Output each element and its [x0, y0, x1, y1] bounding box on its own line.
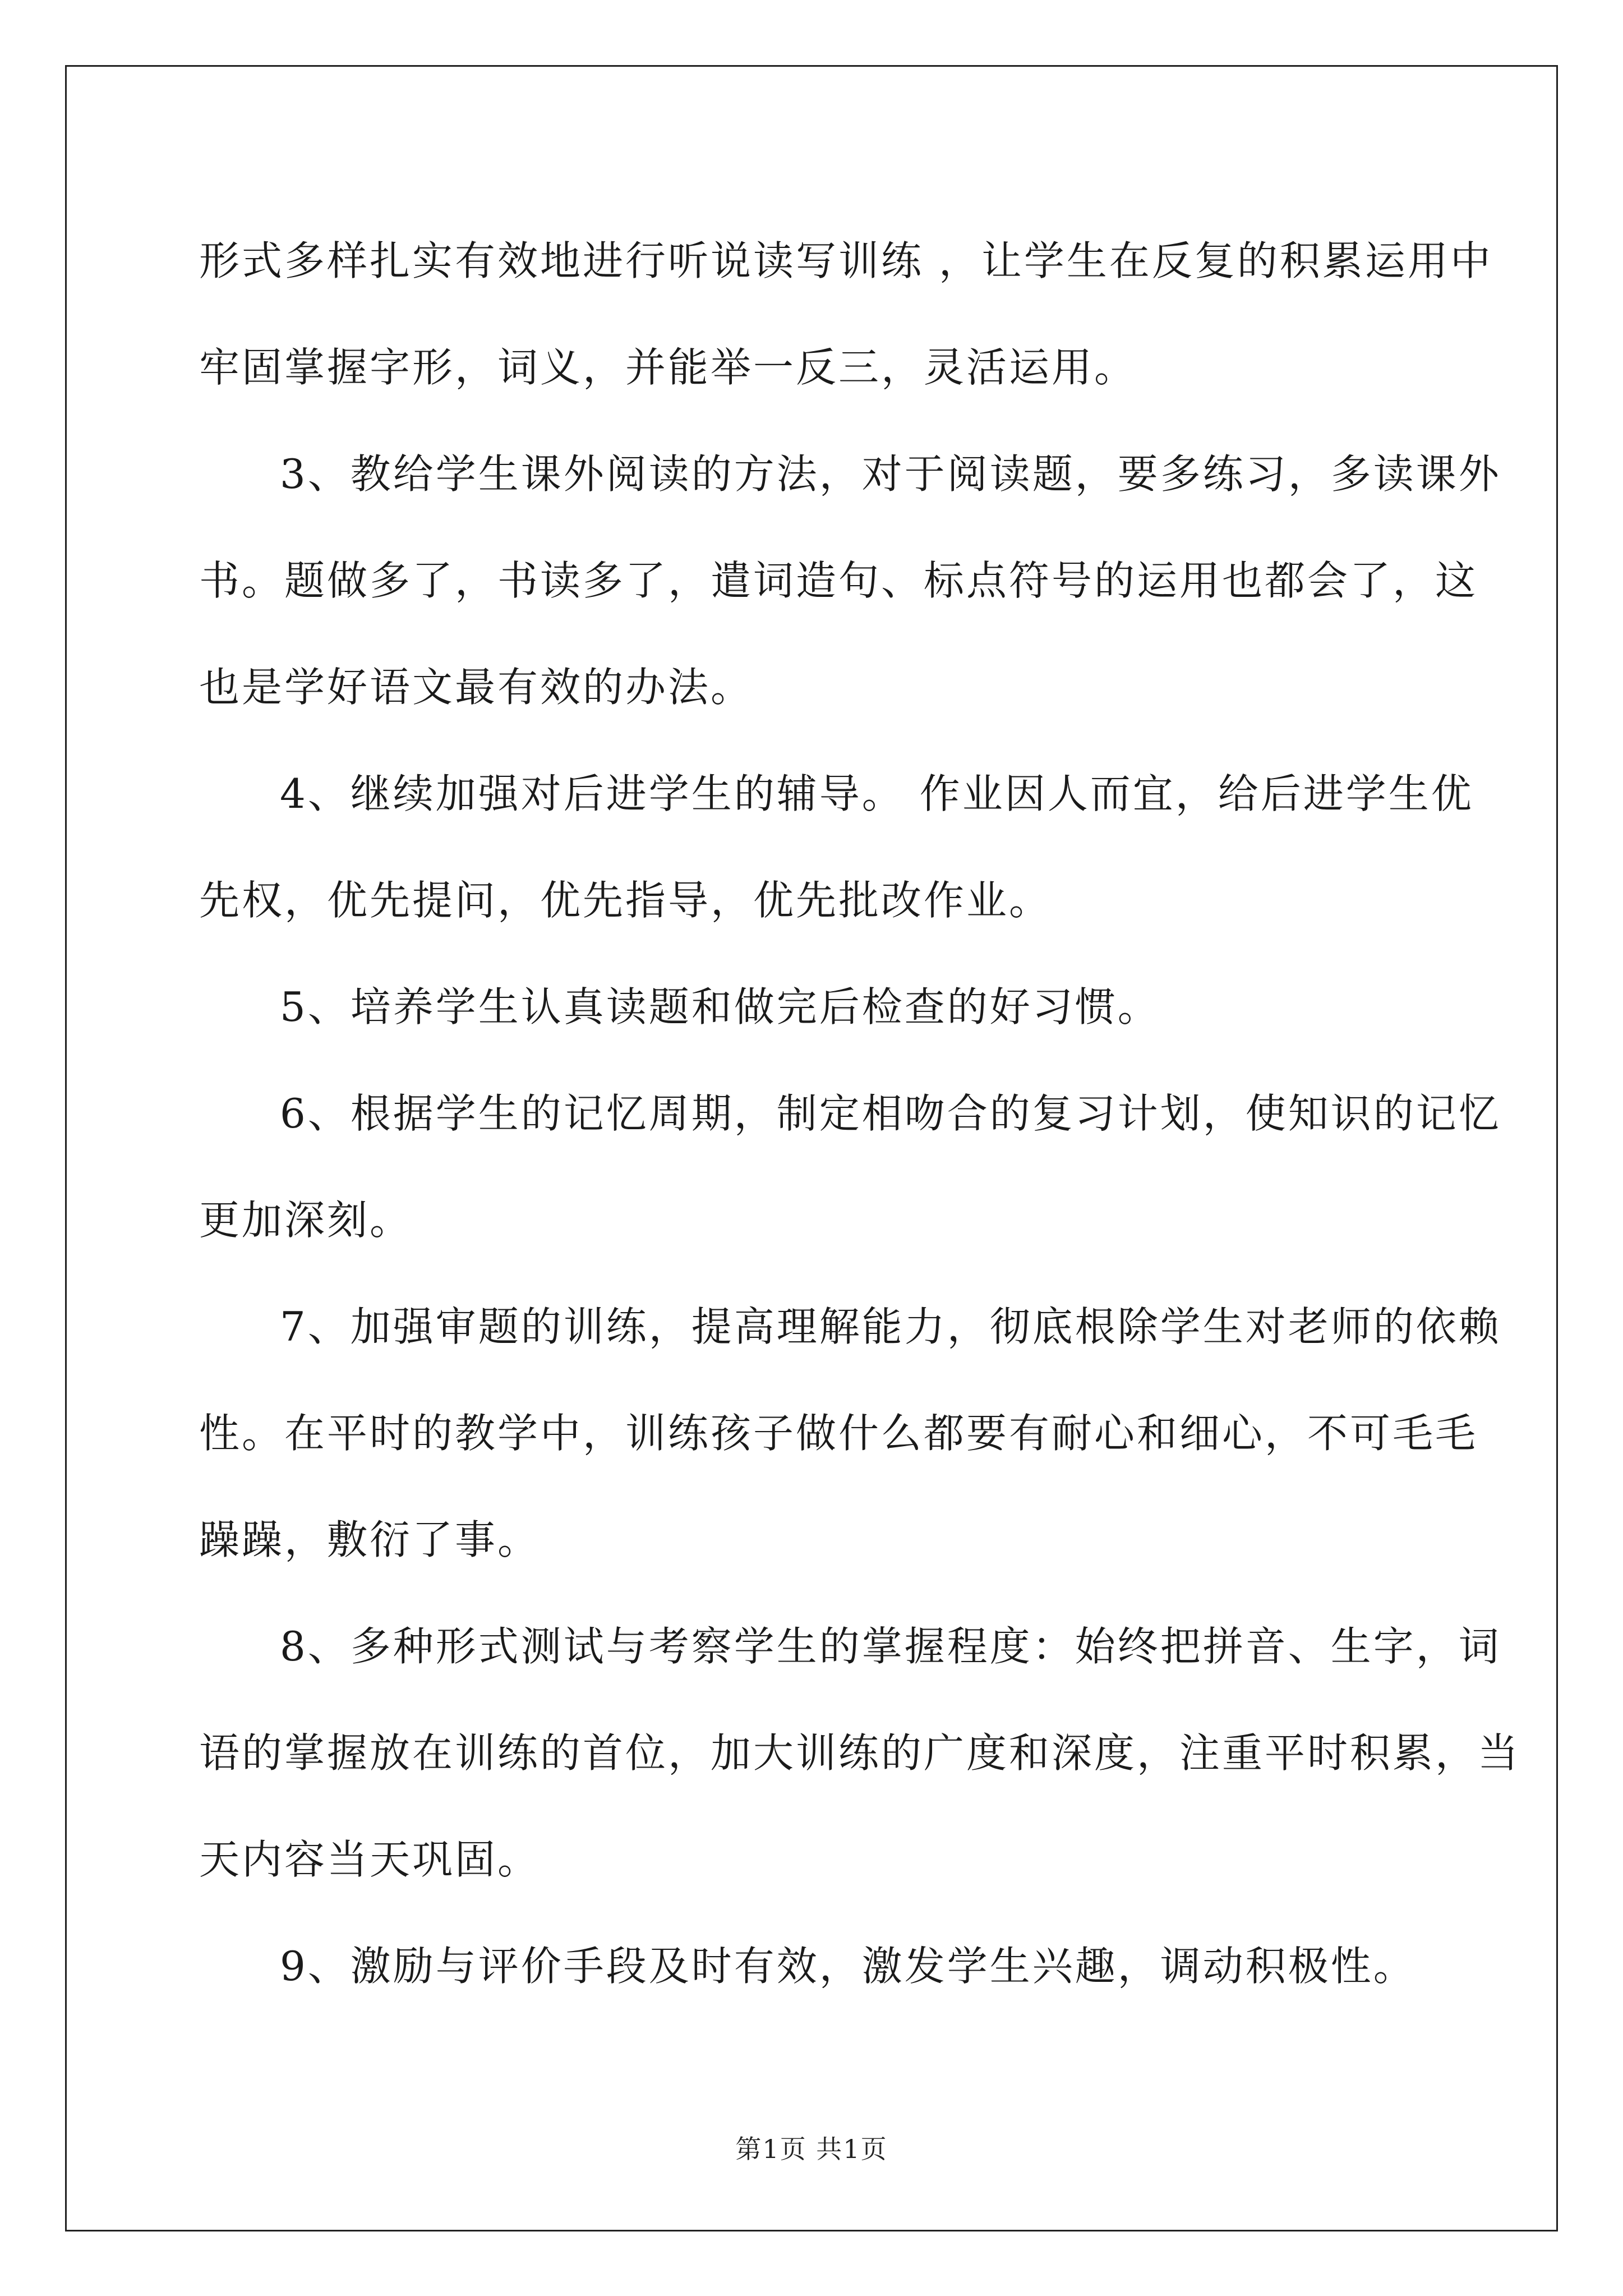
text-line: 书。题做多了，书读多了，遣词造句、标点符号的运用也都会了，这	[199, 557, 1478, 604]
text-line: 6、根据学生的记忆周期，制定相吻合的复习计划，使知识的记忆	[280, 1090, 1501, 1137]
text-line: 更加深刻。	[199, 1197, 413, 1244]
text-line: 先权，优先提问，优先指导，优先批改作业。	[199, 877, 1052, 924]
text-line: 也是学好语文最有效的办法。	[199, 664, 754, 711]
text-line: 7、加强审题的训练，提高理解能力，彻底根除学生对老师的依赖	[280, 1303, 1501, 1350]
text-line: 躁躁，敷衍了事。	[199, 1516, 541, 1563]
text-line: 语的掌握放在训练的首位，加大训练的广度和深度，注重平时积累，当	[199, 1729, 1521, 1777]
text-line: 天内容当天巩固。	[199, 1836, 541, 1883]
text-line: 8、多种形式测试与考察学生的掌握程度：始终把拼音、生字，词	[280, 1623, 1501, 1670]
text-line: 性。在平时的教学中，训练孩子做什么都要有耐心和细心，不可毛毛	[199, 1410, 1478, 1457]
text-line: 形式多样扎实有效地进行听说读写训练 ，让学生在反复的积累运用中	[199, 237, 1493, 284]
text-line: 3、教给学生课外阅读的方法，对于阅读题，要多练习，多读课外	[280, 450, 1501, 498]
text-line: 4、继续加强对后进学生的辅导。 作业因人而宜，给后进学生优	[280, 770, 1474, 817]
text-line: 5、培养学生认真读题和做完后检查的好习惯。	[280, 983, 1160, 1030]
page-footer: 第1页 共1页	[735, 2134, 888, 2164]
text-line: 牢固掌握字形，词义，并能举一反三，灵活运用。	[199, 344, 1137, 391]
document-body	[199, 208, 1521, 2019]
text-line: 9、激励与评价手段及时有效，激发学生兴趣，调动积极性。	[280, 1943, 1416, 1990]
